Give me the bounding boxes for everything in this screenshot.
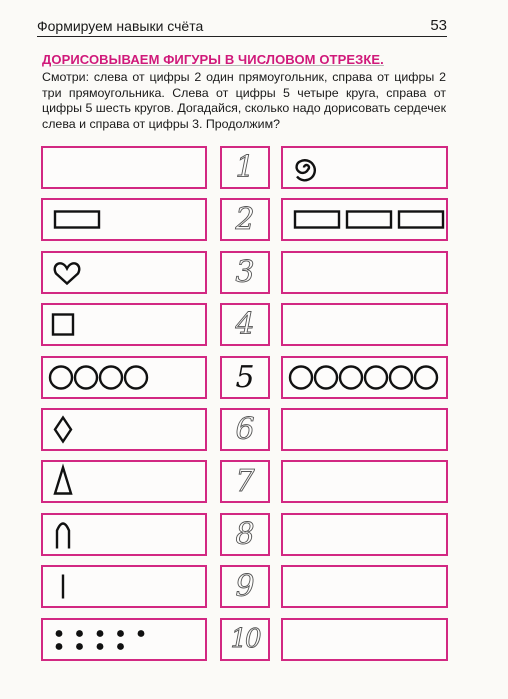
left-shapes (43, 358, 206, 397)
right-shapes (283, 200, 446, 239)
circle-shape (415, 367, 437, 389)
rectangle-shape (347, 212, 391, 228)
heart-shape (55, 263, 80, 283)
rectangle-shape (399, 212, 443, 228)
left-shapes (43, 567, 206, 606)
dot-shape (138, 630, 145, 637)
left-shapes (43, 620, 206, 659)
square-shape (53, 315, 73, 335)
circle-shape (100, 367, 122, 389)
left-answer-box[interactable] (41, 251, 207, 294)
right-answer-box[interactable] (281, 356, 448, 399)
dot-shape (97, 630, 104, 637)
left-answer-box[interactable] (41, 408, 207, 451)
number-box (220, 565, 270, 608)
digit-1: 1 (235, 150, 255, 185)
rectangle-shape (295, 212, 339, 228)
left-shapes (43, 515, 206, 554)
digit-8: 8 (235, 517, 255, 552)
number-box (220, 303, 270, 346)
number-box (220, 408, 270, 451)
right-shapes (283, 358, 446, 397)
page-number: 53 (430, 17, 447, 34)
circle-shape (75, 367, 97, 389)
number-box (220, 618, 270, 661)
digit-3: 3 (235, 255, 255, 290)
task-instructions: Смотри: слева от цифры 2 один прямоугольник, справа от цифры 2 три прямоугольника. Слева от цифры 5 четыре круга, справа от цифры 5 шесть кругов. Догадайся, сколько надо дорисовать сердечек слева и справа от цифры 3. Продолжим? (42, 70, 446, 131)
right-answer-box[interactable] (281, 618, 448, 661)
dot-shape (56, 630, 63, 637)
left-shapes (43, 200, 206, 239)
left-answer-box[interactable] (41, 565, 207, 608)
number-box (220, 460, 270, 503)
right-answer-box[interactable] (281, 565, 448, 608)
left-answer-box[interactable] (41, 198, 207, 241)
circle-shape (50, 367, 72, 389)
left-answer-box[interactable] (41, 356, 207, 399)
number-box (220, 198, 270, 241)
diamond-shape (55, 418, 71, 442)
right-answer-box[interactable] (281, 198, 448, 241)
dot-shape (117, 630, 124, 637)
digit-10: 10 (230, 624, 260, 654)
spiral-shape (297, 160, 315, 180)
dot-shape (97, 643, 104, 650)
dot-shape (56, 643, 63, 650)
circle-shape (125, 367, 147, 389)
page-header (37, 14, 447, 37)
left-shapes (43, 253, 206, 292)
circle-shape (390, 367, 412, 389)
digit-6: 6 (235, 412, 255, 447)
right-answer-box[interactable] (281, 303, 448, 346)
circle-shape (340, 367, 362, 389)
left-shapes (43, 410, 206, 449)
right-answer-box[interactable] (281, 513, 448, 556)
digit-4: 4 (235, 307, 255, 342)
circle-shape (365, 367, 387, 389)
dot-shape (117, 643, 124, 650)
number-box (220, 513, 270, 556)
left-answer-box[interactable] (41, 146, 207, 189)
circle-shape (315, 367, 337, 389)
digit-9: 9 (235, 569, 255, 604)
right-answer-box[interactable] (281, 146, 448, 189)
header-title: Формируем навыки счёта (37, 18, 204, 34)
dot-shape (76, 643, 83, 650)
left-shapes (43, 305, 206, 344)
digit-2: 2 (235, 202, 255, 237)
task-title: ДОРИСОВЫВАЕМ ФИГУРЫ В ЧИСЛОВОМ ОТРЕЗКЕ. (42, 52, 384, 67)
circle-shape (290, 367, 312, 389)
number-box (220, 251, 270, 294)
left-answer-box[interactable] (41, 303, 207, 346)
number-box (220, 146, 270, 189)
right-answer-box[interactable] (281, 460, 448, 503)
right-answer-box[interactable] (281, 408, 448, 451)
left-answer-box[interactable] (41, 618, 207, 661)
right-answer-box[interactable] (281, 251, 448, 294)
arch-shape (57, 524, 69, 549)
right-shapes (283, 148, 446, 187)
triangle-shape (55, 468, 71, 494)
left-answer-box[interactable] (41, 513, 207, 556)
left-shapes (43, 462, 206, 501)
digit-7: 7 (235, 464, 255, 499)
left-answer-box[interactable] (41, 460, 207, 503)
number-box (220, 356, 270, 399)
digit-5: 5 (235, 360, 255, 395)
rectangle-shape (55, 212, 99, 228)
dot-shape (76, 630, 83, 637)
